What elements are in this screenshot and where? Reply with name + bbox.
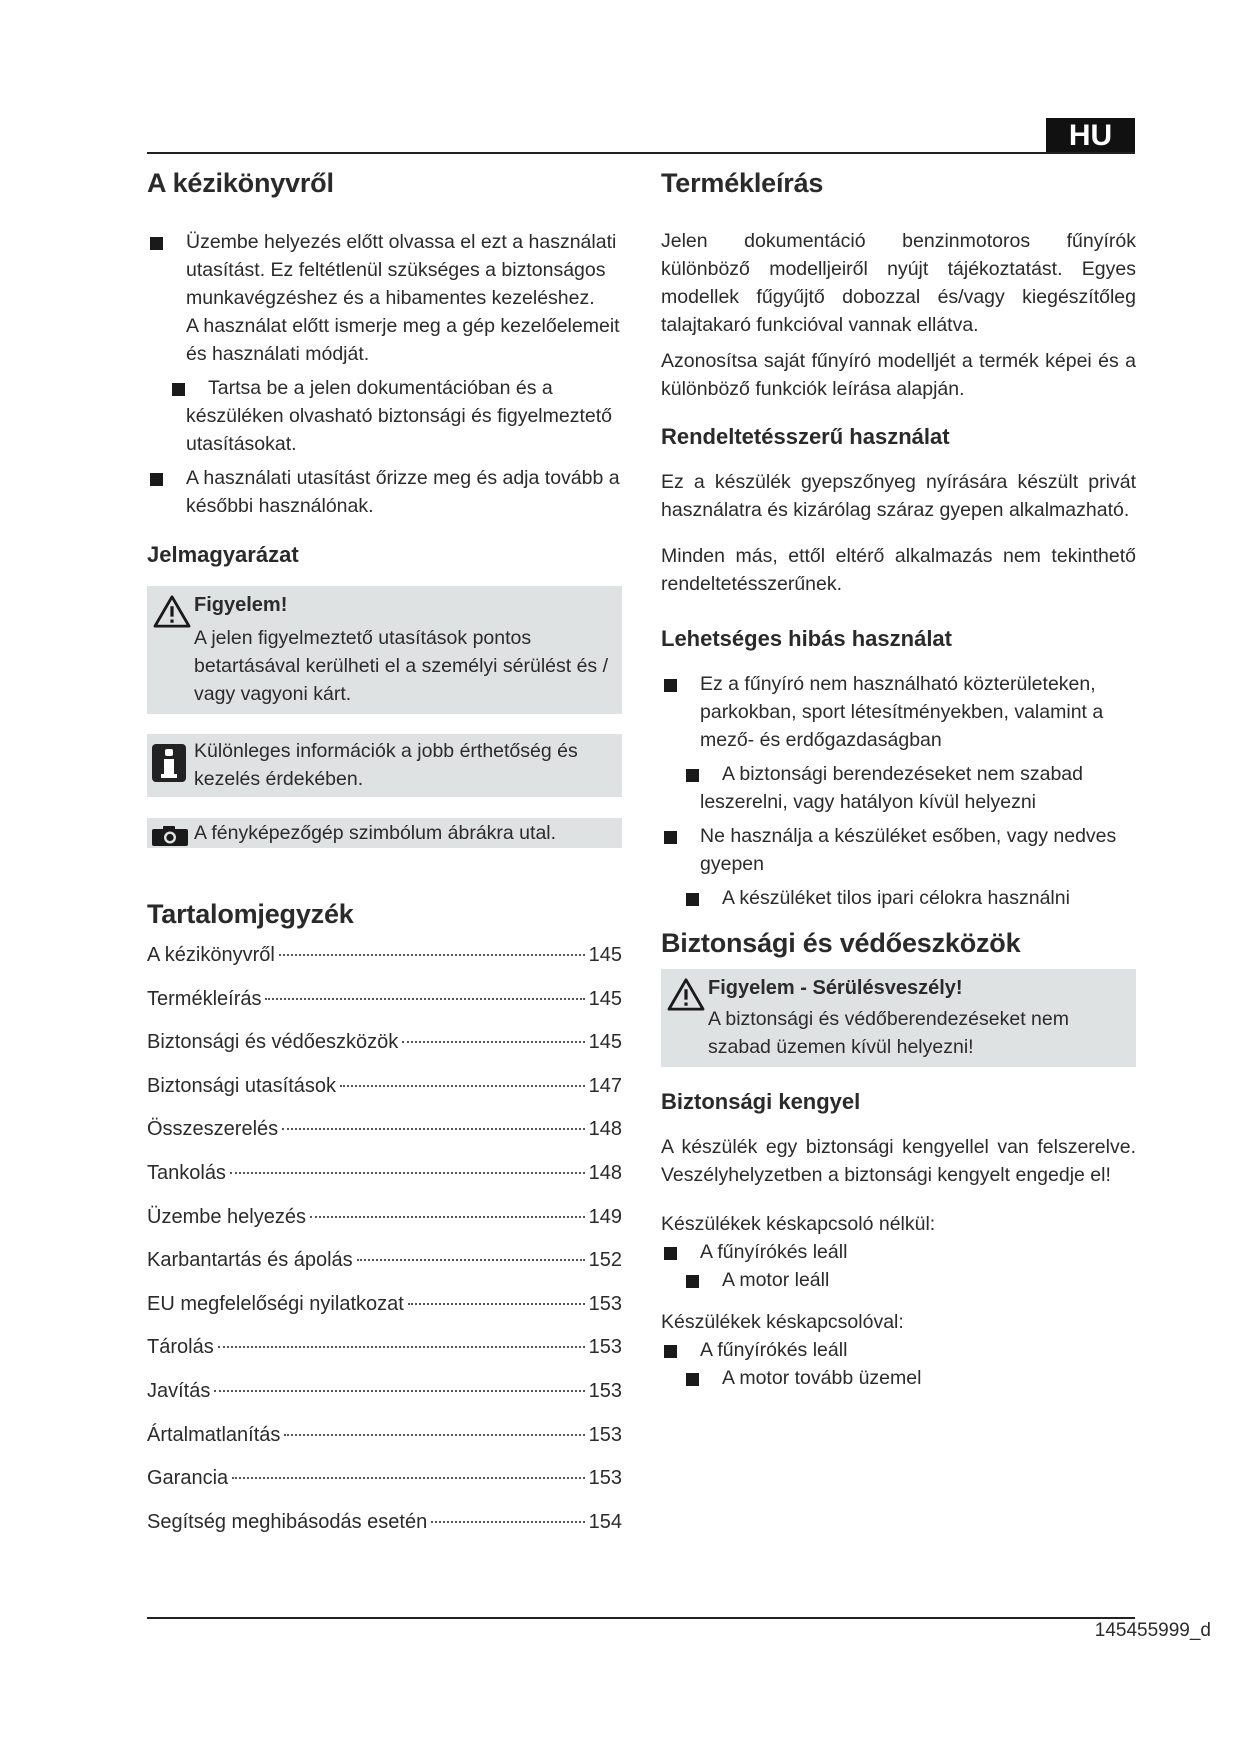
toc-entry-label: EU megfelelőségi nyilatkozat bbox=[147, 1292, 404, 1315]
footer-rule bbox=[147, 1617, 1135, 1619]
toc-dot-leader bbox=[408, 1303, 585, 1305]
toc-entry-page: 148 bbox=[588, 1118, 622, 1141]
toc-entry-page: 145 bbox=[588, 987, 622, 1010]
toc-heading: Tartalomjegyzék bbox=[147, 899, 354, 929]
toc-entry-page: 154 bbox=[588, 1510, 622, 1533]
intended-use-paragraph-2: Minden más, ettől eltérő alkalmazás nem tekinthető rendeltetésszerűnek. bbox=[661, 545, 1136, 595]
intended-use-heading: Rendeltetésszerű használat bbox=[661, 424, 950, 449]
toc-entry[interactable] bbox=[147, 1162, 622, 1206]
about-sub-bullet bbox=[147, 374, 622, 458]
toc-entry-page: 153 bbox=[588, 1336, 622, 1359]
toc-entry-label: Termékleírás bbox=[147, 987, 262, 1010]
no-brake-label: Készülékek késkapcsoló nélkül: bbox=[661, 1213, 936, 1235]
no-brake-sub-bullet bbox=[661, 1266, 1136, 1294]
toc-entry-page: 153 bbox=[588, 1379, 622, 1402]
misuse-heading: Lehetséges hibás használat bbox=[661, 626, 952, 651]
toc-entry[interactable] bbox=[147, 1031, 622, 1075]
brake-sub-bullet bbox=[661, 1364, 1136, 1392]
toc-entry-label: Tárolás bbox=[147, 1336, 214, 1359]
toc-dot-leader bbox=[214, 1390, 584, 1392]
misuse-bullet-1 bbox=[661, 670, 1136, 754]
product-paragraph-1: Jelen dokumentáció benzinmotoros fűnyírók különböző modelljeiről nyújt tájékoztatást. Egyes modellek fűgyűjtő dobozzal és/vagy kiegészítőleg talajtakaró funkcióval vannak ellátva. bbox=[661, 230, 1136, 336]
toc-entry-label: Segítség meghibásodás esetén bbox=[147, 1510, 428, 1533]
legend-camera-box bbox=[147, 818, 622, 848]
bullet-square-icon bbox=[686, 1275, 699, 1288]
bullet-square-icon bbox=[172, 383, 185, 396]
toc-entry-page: 147 bbox=[588, 1074, 622, 1097]
safety-warning-box bbox=[661, 969, 1136, 1067]
bullet-square-icon bbox=[664, 831, 677, 844]
toc-entry-page: 148 bbox=[588, 1161, 622, 1184]
no-brake-bullet bbox=[661, 1238, 1136, 1266]
misuse-bullet-1-text: Ez a fűnyíró nem használható közterületeken, parkokban, sport létesítményekben, valamint a mező- és erdőgazdaságban bbox=[700, 673, 1104, 751]
brake-label: Készülékek késkapcsolóval: bbox=[661, 1311, 904, 1333]
bullet-square-icon bbox=[150, 237, 163, 250]
legend-warning-title: Figyelem! bbox=[194, 594, 288, 616]
intended-use-paragraph-1: Ez a készülék gyepszőnyeg nyírására készült privát használatra és kizárólag száraz gyepen alkalmazható. bbox=[661, 471, 1136, 521]
toc-entry[interactable] bbox=[147, 1467, 622, 1511]
toc-entry[interactable] bbox=[147, 944, 622, 988]
document-id: 145455999_d bbox=[1094, 1620, 1211, 1641]
about-bullet-2 bbox=[147, 464, 622, 520]
safety-warning-title: Figyelem - Sérülésveszély! bbox=[708, 977, 963, 999]
toc-dot-leader bbox=[357, 1259, 585, 1261]
toc-dot-leader bbox=[230, 1172, 585, 1174]
misuse-sub-bullet-1 bbox=[661, 760, 1136, 816]
toc-entry-label: A kézikönyvről bbox=[147, 944, 275, 966]
misuse-bullet-2-text: Ne használja a készüléket esőben, vagy nedves gyepen bbox=[700, 825, 1117, 875]
toc-dot-leader bbox=[431, 1521, 584, 1523]
toc-dot-leader bbox=[340, 1085, 585, 1087]
misuse-sub-bullet-2 bbox=[661, 884, 1136, 912]
brake-bullet bbox=[661, 1336, 1136, 1364]
toc-dot-leader bbox=[265, 998, 584, 1000]
legend-heading: Jelmagyarázat bbox=[147, 542, 299, 567]
legend-camera-text: A fényképezőgép szimbólum ábrákra utal. bbox=[194, 822, 557, 844]
misuse-sub-bullet-1-text: A biztonsági berendezéseket nem szabad leszerelni, vagy hatályon kívül helyezni bbox=[700, 763, 1083, 813]
about-bullet-1b-text: A használat előtt ismerje meg a gép kezelőelemeit és használati módját. bbox=[186, 315, 620, 365]
toc-entry[interactable] bbox=[147, 1380, 622, 1424]
bullet-square-icon bbox=[664, 679, 677, 692]
toc-entry-page: 149 bbox=[588, 1205, 622, 1228]
toc-dot-leader bbox=[218, 1346, 585, 1348]
header-rule bbox=[147, 152, 1135, 154]
toc-entry-label: Garancia bbox=[147, 1467, 229, 1490]
about-bullet-1-text: Üzembe helyezés előtt olvassa el ezt a használati utasítást. Ez feltétlenül szükséges a biztonságos munkavégzéshez és a hibamentes kezeléshez. bbox=[186, 231, 617, 309]
bullet-square-icon bbox=[664, 1345, 677, 1358]
bullet-square-icon bbox=[664, 1247, 677, 1260]
safety-bail-heading: Biztonsági kengyel bbox=[661, 1089, 861, 1114]
toc-dot-leader bbox=[402, 1041, 584, 1043]
no-brake-sub-bullet-text: A motor leáll bbox=[722, 1269, 830, 1291]
toc-entry[interactable] bbox=[147, 1249, 622, 1293]
product-heading: Termékleírás bbox=[661, 168, 824, 198]
toc-entry-label: Biztonsági és védőeszközök bbox=[147, 1031, 399, 1054]
brake-sub-bullet-text: A motor tovább üzemel bbox=[722, 1367, 922, 1389]
no-brake-bullet-text: A fűnyírókés leáll bbox=[700, 1241, 848, 1263]
toc-dot-leader bbox=[284, 1434, 584, 1436]
legend-warning-box bbox=[147, 586, 622, 714]
toc-entry-label: Biztonsági utasítások bbox=[147, 1074, 336, 1097]
toc-entry[interactable] bbox=[147, 1075, 622, 1119]
about-bullet-1 bbox=[147, 228, 622, 368]
legend-warning-text: A jelen figyelmeztető utasítások pontos betartásával kerülheti el a személyi sérülést és / vagy vagyoni kárt. bbox=[194, 627, 609, 705]
toc-entry[interactable] bbox=[147, 1293, 622, 1337]
language-badge: HU bbox=[1046, 118, 1135, 153]
safety-warning-text: A biztonsági és védőberendezéseket nem szabad üzemen kívül helyezni! bbox=[708, 1008, 1069, 1058]
bullet-square-icon bbox=[686, 893, 699, 906]
about-sub-bullet-text: Tartsa be a jelen dokumentációban és a készüléken olvasható biztonsági és figyelmeztető utasításokat. bbox=[186, 377, 612, 455]
toc-entry-label: Ártalmatlanítás bbox=[147, 1423, 281, 1446]
toc-entry-page: 145 bbox=[588, 1031, 622, 1054]
toc-entry-page: 153 bbox=[588, 1292, 622, 1315]
toc-dot-leader bbox=[282, 1128, 584, 1130]
misuse-bullet-2 bbox=[661, 822, 1136, 878]
brake-bullet-text: A fűnyírókés leáll bbox=[700, 1339, 848, 1361]
toc-entry[interactable] bbox=[147, 1206, 622, 1250]
toc-list bbox=[147, 944, 622, 1554]
toc-entry-label: Összeszerelés bbox=[147, 1118, 279, 1141]
about-heading: A kézikönyvről bbox=[147, 168, 334, 198]
safety-heading: Biztonsági és védőeszközök bbox=[661, 928, 1021, 958]
warning-triangle-icon bbox=[667, 977, 705, 1011]
bullet-square-icon bbox=[686, 1373, 699, 1386]
right-column bbox=[661, 168, 1136, 1392]
bullet-square-icon bbox=[686, 769, 699, 782]
toc-dot-leader bbox=[279, 954, 585, 956]
toc-entry-label: Üzembe helyezés bbox=[147, 1205, 306, 1228]
toc-entry-page: 153 bbox=[588, 1423, 622, 1446]
toc-entry[interactable] bbox=[147, 988, 622, 1032]
safety-bail-paragraph: A készülék egy biztonsági kengyellel van felszerelve. Veszélyhelyzetben a biztonsági kengyelt engedje el! bbox=[661, 1136, 1136, 1186]
toc-entry-page: 145 bbox=[588, 944, 622, 966]
toc-entry-label: Karbantartás és ápolás bbox=[147, 1249, 353, 1272]
toc-entry-label: Javítás bbox=[147, 1379, 211, 1402]
info-icon bbox=[152, 744, 186, 782]
legend-info-box bbox=[147, 734, 622, 797]
bullet-square-icon bbox=[150, 473, 163, 486]
toc-entry[interactable] bbox=[147, 1118, 622, 1162]
toc-entry[interactable] bbox=[147, 1424, 622, 1468]
warning-triangle-icon bbox=[153, 594, 191, 628]
toc-entry[interactable] bbox=[147, 1336, 622, 1380]
misuse-sub-bullet-2-text: A készüléket tilos ipari célokra használni bbox=[722, 887, 1070, 909]
left-column bbox=[147, 168, 622, 1554]
toc-entry-label: Tankolás bbox=[147, 1161, 226, 1184]
toc-entry[interactable] bbox=[147, 1511, 622, 1555]
toc-entry-page: 153 bbox=[588, 1467, 622, 1490]
toc-dot-leader bbox=[232, 1477, 584, 1479]
legend-info-text: Különleges információk a jobb érthetőség és kezelés érdekében. bbox=[194, 740, 578, 790]
about-bullet-2-text: A használati utasítást őrizze meg és adja tovább a későbbi használónak. bbox=[186, 467, 620, 517]
product-paragraph-2: Azonosítsa saját fűnyíró modelljét a termék képei és a különböző funkciók leírása alapján. bbox=[661, 350, 1136, 400]
toc-dot-leader bbox=[310, 1216, 585, 1218]
toc-entry-page: 152 bbox=[588, 1249, 622, 1272]
camera-icon bbox=[151, 825, 189, 847]
